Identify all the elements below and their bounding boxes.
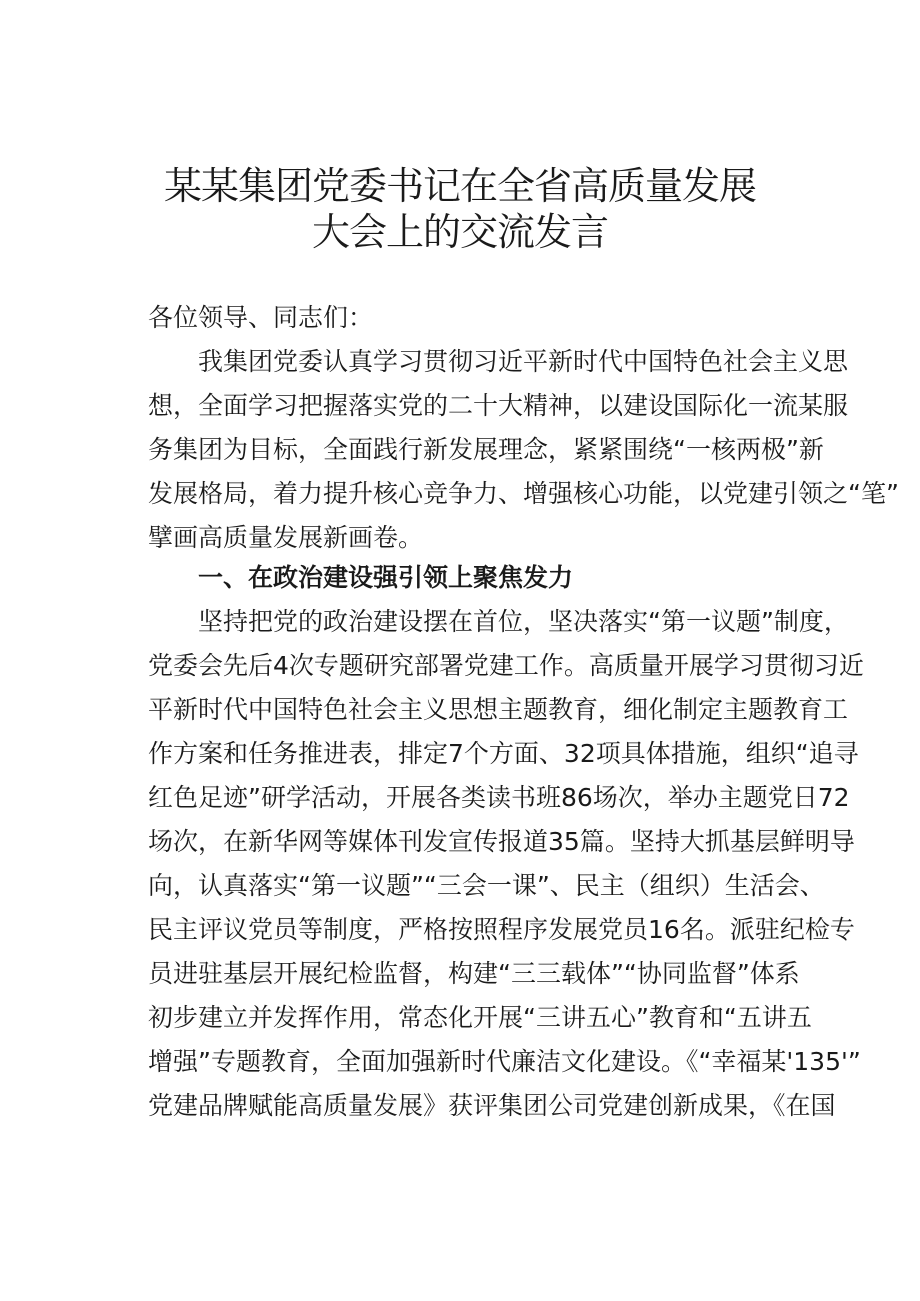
intro-line: 擘画高质量发展新画卷。 bbox=[148, 523, 424, 552]
body-line: 场次，在新华网等媒体刊发宣传报道35篇。坚持大抓基层鲜明导 bbox=[148, 827, 855, 856]
intro-line: 我集团党委认真学习贯彻习近平新时代中国特色社会主义思 bbox=[198, 347, 849, 376]
document-title-line-1: 某某集团党委书记在全省高质量发展 bbox=[163, 164, 756, 208]
body-line: 红色足迹”研学活动，开展各类读书班86场次，举办主题党日72 bbox=[148, 783, 850, 812]
intro-line: 务集团为目标，全面践行新发展理念，紧紧围绕“一核两极”新 bbox=[148, 435, 824, 464]
document-title-line-2: 大会上的交流发言 bbox=[311, 210, 608, 254]
intro-line: 想，全面学习把握落实党的二十大精神，以建设国际化一流某服 bbox=[148, 391, 849, 420]
body-line: 初步建立并发挥作用，常态化开展“三讲五心”教育和“五讲五 bbox=[148, 1003, 812, 1032]
body-line: 作方案和任务推进表，排定7个方面、32项具体措施，组织“追寻 bbox=[148, 739, 859, 768]
greeting: 各位领导、同志们： bbox=[148, 303, 374, 332]
section-heading: 一、在政治建设强引领上聚焦发力 bbox=[198, 563, 574, 592]
body-line: 向，认真落实“第一议题”“三会一课”、民主（组织）生活会、 bbox=[148, 871, 825, 900]
body-line: 坚持把党的政治建设摆在首位，坚决落实“第一议题”制度， bbox=[198, 607, 849, 636]
body-line: 平新时代中国特色社会主义思想主题教育，细化制定主题教育工 bbox=[148, 695, 849, 724]
body-line: 员进驻基层开展纪检监督，构建“三三载体”“协同监督”体系 bbox=[148, 959, 800, 988]
body-line: 党建品牌赋能高质量发展》获评集团公司党建创新成果，《在国 bbox=[148, 1091, 836, 1120]
body-line: 民主评议党员等制度，严格按照程序发展党员16名。派驻纪检专 bbox=[148, 915, 855, 944]
body-line: 增强”专题教育，全面加强新时代廉洁文化建设。《“幸福某'135'” bbox=[148, 1047, 861, 1076]
body-line: 党委会先后4次专题研究部署党建工作。高质量开展学习贯彻习近 bbox=[148, 651, 864, 680]
intro-line: 发展格局，着力提升核心竞争力、增强核心功能，以党建引领之“笔” bbox=[148, 479, 899, 508]
